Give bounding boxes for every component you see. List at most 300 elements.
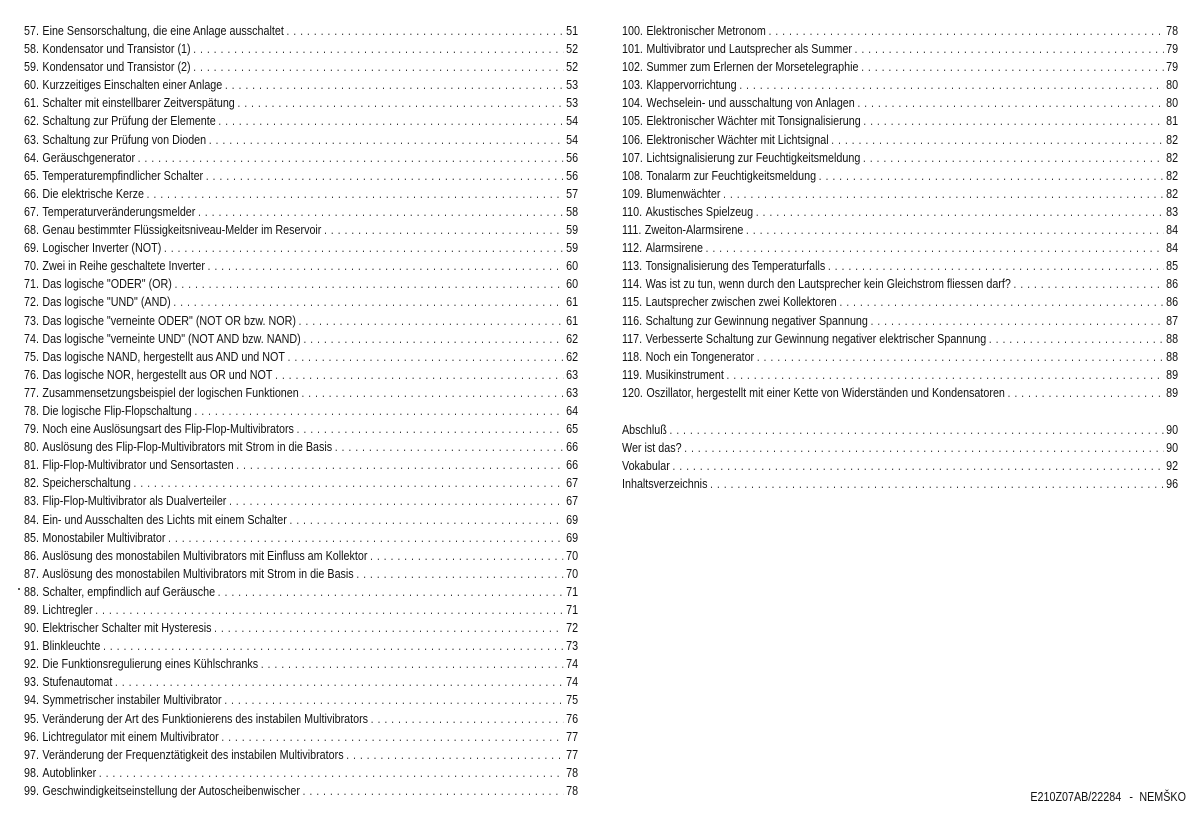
toc-entry [24,112,578,130]
toc-entry [622,421,1178,439]
dot-leader [854,40,1163,58]
dot-leader [828,257,1164,275]
toc-entry-title: Lautsprecher zwischen zwei Kollektoren [645,295,837,310]
toc-entry-number: 98. [24,765,39,780]
toc-entry-page: 51 [566,24,579,38]
footer-separator: - [1129,790,1133,804]
toc-entry-number: 105. [622,114,643,129]
toc-entry-title: Symmetrischer instabiler Multivibrator [42,693,222,708]
toc-entry [24,529,578,547]
toc-entry-title: Lichtregulator mit einem Multivibrator [42,729,219,744]
toc-entry-title: Ein- und Ausschalten des Lichts mit einem Schalter [42,512,287,527]
toc-entry-title: Speicherschaltung [42,476,131,491]
dot-leader [356,565,563,583]
dot-leader [303,782,564,800]
toc-entry-title: Inhaltsverzeichnis [622,477,708,492]
toc-entry-title: Wer ist das? [622,441,682,456]
dot-leader [229,492,563,510]
dot-leader [206,167,564,185]
toc-entry [622,330,1178,348]
toc-entry [24,511,578,529]
toc-entry [622,58,1178,76]
toc-entry-title: Klappervorrichtung [646,78,737,93]
dot-leader [225,76,564,94]
toc-entry-page: 69 [566,530,579,545]
toc-entry [24,583,578,601]
toc-entry-page: 80 [1166,96,1179,111]
toc-entry-title: Multivibrator und Lautsprecher als Summer [646,42,852,57]
toc-entry-page: 84 [1166,223,1179,238]
dot-leader [303,330,563,348]
toc-entry-number: 114. [622,277,643,292]
dot-leader [669,421,1163,439]
toc-entry-page: 54 [566,132,579,147]
toc-entry-title: Noch ein Tongenerator [645,349,755,364]
toc-entry [24,94,578,112]
document-footer [1030,790,1186,804]
dot-leader [710,475,1163,493]
toc-entry-title: Logischer Inverter (NOT) [42,241,162,256]
dot-leader [768,22,1163,40]
toc-entry-title: Elektronischer Metronom [646,24,766,38]
toc-entry-number: 90. [24,621,39,636]
toc-entry-number: 93. [24,675,39,690]
dot-leader [147,185,564,203]
toc-entry-title: Oszillator, hergestellt mit einer Kette von Widerständen und Kondensatoren [646,385,1005,400]
toc-entry-page: 70 [566,548,579,563]
toc-entry-number: 116. [622,313,643,328]
toc-entry [24,655,578,673]
toc-entry-title: Monostabiler Multivibrator [42,530,166,545]
dot-leader [173,293,563,311]
toc-entry [622,384,1178,402]
toc-entry-page: 66 [566,458,579,473]
toc-entry-title: Das logische NOR, hergestellt aus OR und NOT [42,367,273,382]
dot-leader [289,511,563,529]
toc-entry-number: 97. [24,747,39,762]
toc-entry-page: 61 [566,313,579,328]
toc-entry-number: 103. [622,78,643,93]
toc-entry-page: 63 [566,385,579,400]
toc-entry-number: 112. [622,241,643,256]
toc-entry [24,221,578,239]
dot-leader [746,221,1164,239]
toc-entry-page: 60 [566,259,579,274]
toc-entry-page: 64 [566,403,579,418]
toc-entry-number: 111. [622,223,642,238]
dot-leader [221,728,563,746]
toc-entry [24,330,578,348]
toc-entry [24,728,578,746]
toc-entry [24,746,578,764]
toc-entry [24,547,578,565]
toc-entry-page: 79 [1166,60,1179,75]
toc-entry-number: 106. [622,132,643,147]
toc-entry [622,312,1178,330]
toc-entry [622,348,1178,366]
toc-entry-title: Schaltung zur Prüfung von Dioden [42,132,207,147]
toc-entry-title: Flip-Flop-Multivibrator und Sensortasten [42,458,234,473]
dot-leader [870,312,1163,330]
toc-entry [622,257,1178,275]
toc-entry-page: 71 [566,603,579,617]
toc-entry [622,112,1178,130]
toc-entry-title: Auslösung des monostabilen Multivibrators mit Strom in die Basis [42,566,354,581]
toc-entry-page: 70 [566,566,579,581]
toc-entry-page: 74 [566,675,579,690]
toc-entry-number: 109. [622,186,643,201]
toc-entry-page: 56 [566,168,579,183]
dot-leader [371,710,564,728]
toc-entry [622,40,1178,58]
toc-entry-title: Schaltung zur Prüfung der Elemente [42,114,216,129]
toc-entry-title: Lichtregler [42,603,93,617]
toc-entry-title: Was ist zu tun, wenn durch den Lautsprecher kein Gleichstrom fliessen darf? [645,277,1011,292]
toc-entry-number: 117. [622,331,643,346]
dot-leader [819,167,1164,185]
dot-leader [138,149,564,167]
toc-entry-page: 66 [566,440,579,455]
toc-right-entries [622,22,1178,402]
toc-entry-page: 67 [566,476,579,491]
toc-entry-number: 74. [24,331,39,346]
toc-entry-title: Auslösung des monostabilen Multivibrators mit Einfluss am Kollektor [42,548,368,563]
toc-entry-title: Musikinstrument [645,367,724,382]
toc-entry [622,457,1178,475]
dot-leader [236,456,563,474]
toc-entry-page: 63 [566,367,579,382]
toc-entry-number: 118. [622,349,643,364]
toc-entry-title: Autoblinker [42,765,97,780]
footer-language: NEMŠKO [1139,790,1186,804]
toc-entry-number: 108. [622,168,643,183]
toc-entry-page: 62 [566,331,579,346]
toc-entry-number: 102. [622,60,643,75]
toc-entry-number: 84. [24,512,39,527]
toc-entry-title: Elektrischer Schalter mit Hysteresis [42,621,212,636]
dot-leader [286,22,563,40]
toc-entry [24,438,578,456]
dot-leader [194,402,563,420]
dot-leader [861,58,1163,76]
dot-leader [261,655,564,673]
toc-entry-number: 95. [24,711,39,726]
dot-leader [346,746,563,764]
toc-entry-title: Flip-Flop-Multivibrator als Dualverteiler [42,494,227,509]
toc-entry-page: 82 [1166,186,1179,201]
toc-entry-number: 100. [622,24,643,38]
toc-entry-title: Blumenwächter [646,186,721,201]
toc-entry [24,637,578,655]
toc-left-column [24,22,578,800]
toc-entry-title: Genau bestimmter Flüssigkeitsniveau-Melder im Reservoir [42,223,322,238]
toc-entry-title: Die elektrische Kerze [42,186,144,201]
toc-entry-number: 80. [24,440,39,455]
toc-entry-number: 101. [622,42,643,57]
toc-entry-number: 89. [24,603,39,617]
toc-entry-title: Wechselein- und ausschaltung von Anlagen [646,96,855,111]
toc-entry [622,275,1178,293]
toc-entry-page: 88 [1166,349,1179,364]
toc-entry-page: 71 [566,584,579,599]
toc-entry-number: 60. [24,78,39,93]
dot-leader [757,348,1164,366]
toc-entry-page: 85 [1166,259,1179,274]
toc-entry [622,366,1178,384]
toc-entry [622,131,1178,149]
toc-entry-page: 81 [1166,114,1179,129]
toc-entry-page: 67 [566,494,579,509]
toc-entry [622,239,1178,257]
toc-entry-page: 75 [566,693,579,708]
toc-entry [24,710,578,728]
toc-entry-number: 77. [24,385,39,400]
toc-entry [622,203,1178,221]
dot-leader [95,601,563,619]
toc-entry-title: Das logische NAND, hergestellt aus AND und NOT [42,349,285,364]
toc-entry-title: Stufenautomat [42,675,113,690]
toc-entry [622,94,1178,112]
dot-leader [168,529,563,547]
toc-entry [622,22,1178,40]
toc-entry [24,167,578,185]
toc-entry-number: 92. [24,657,39,672]
toc-entry-number: 113. [622,259,643,274]
toc-entry-number: 58. [24,42,39,57]
dot-leader [174,275,563,293]
dot-leader [706,239,1164,257]
toc-entry [622,439,1178,457]
toc-entry [622,221,1178,239]
toc-entry-number: 76. [24,367,39,382]
toc-entry-number: 79. [24,422,39,437]
dot-leader [324,221,563,239]
toc-entry-page: 53 [566,78,579,93]
dot-leader [297,420,564,438]
dot-leader [115,673,564,691]
toc-entry [24,348,578,366]
toc-entry-page: 52 [566,60,579,75]
toc-entry-number: 68. [24,223,39,238]
dot-leader [672,457,1163,475]
toc-entry-title: Schalter, empfindlich auf Geräusche [42,584,216,599]
dot-leader [756,203,1164,221]
section-gap [622,402,1178,421]
toc-entry-title: Akustisches Spielzeug [645,204,754,219]
dot-leader [863,112,1163,130]
toc-entry-number: 65. [24,168,39,183]
toc-entry-number: 67. [24,204,39,219]
toc-entry-page: 58 [566,204,579,219]
toc-entry-page: 86 [1166,277,1179,292]
toc-entry-title: Kondensator und Transistor (1) [42,42,191,57]
dot-leader [739,76,1163,94]
toc-entry [24,131,578,149]
toc-entry-number: 119. [622,367,643,382]
toc-entry-title: Die Funktionsregulierung eines Kühlschranks [42,657,259,672]
toc-entry-page: 88 [1166,331,1179,346]
toc-entry-page: 90 [1166,441,1179,456]
toc-entry [622,76,1178,94]
toc-entry [24,40,578,58]
dot-leader [301,384,563,402]
toc-entry [24,764,578,782]
toc-entry-number: 96. [24,729,39,744]
toc-entry [24,782,578,800]
toc-entry-page: 73 [566,639,579,654]
dot-leader [99,764,564,782]
toc-entry-title: Das logische "verneinte ODER" (NOT OR bzw. NOR) [42,313,296,328]
toc-entry-title: Veränderung der Art des Funktionierens des instabilen Multivibrators [42,711,369,726]
toc-entry-page: 92 [1166,459,1179,474]
toc-entry [24,474,578,492]
toc-entry-page: 52 [566,42,579,57]
dot-leader [275,366,563,384]
toc-entry [24,691,578,709]
dot-leader [370,547,563,565]
toc-entry-number: 82. [24,476,39,491]
dot-leader [193,58,563,76]
toc-entry [24,22,578,40]
toc-entry-number: 107. [622,150,643,165]
toc-entry-title: Das logische "UND" (AND) [42,295,171,310]
dot-leader [288,348,564,366]
dot-leader [133,474,563,492]
toc-entry-page: 82 [1166,132,1179,147]
toc-entry-number: 87. [24,566,39,581]
toc-entry-page: 65 [566,422,579,437]
toc-entry-title: Summer zum Erlernen der Morsetelegraphie [646,60,859,75]
toc-entry-title: Zweiton-Alarmsirene [644,223,744,238]
toc-entry-title: Lichtsignalisierung zur Feuchtigkeitsmeldung [646,150,861,165]
toc-entry-page: 59 [566,223,579,238]
toc-entry [24,420,578,438]
toc-entry-page: 79 [1166,42,1179,57]
toc-entry [24,384,578,402]
toc-entry-title: Temperaturempfindlicher Schalter [42,168,204,183]
toc-entry-page: 59 [566,241,579,256]
toc-entry-title: Kurzzeitiges Einschalten einer Anlage [42,78,223,93]
toc-entry-title: Die logische Flip-Flopschaltung [42,403,192,418]
toc-entry-page: 89 [1166,385,1179,400]
toc-entry-page: 80 [1166,78,1179,93]
toc-entry-title: Alarmsirene [645,241,703,256]
toc-entry-title: Zusammensetzungsbeispiel der logischen Funktionen [42,385,299,400]
toc-entry-page: 76 [566,711,579,726]
toc-entry-number: 120. [622,385,643,400]
toc-entry [622,185,1178,203]
toc-entry [24,673,578,691]
toc-entry-page: 82 [1166,150,1179,165]
toc-entry-title: Abschluß [622,422,667,437]
toc-entry-page: 87 [1166,313,1179,328]
dot-leader [863,149,1164,167]
toc-entry-title: Noch eine Auslösungsart des Flip-Flop-Multivibrators [42,422,294,437]
dot-leader [164,239,564,257]
toc-entry-page: 74 [566,657,579,672]
toc-entry-title: Geräuschgenerator [42,150,136,165]
toc-entry-number: 78. [24,403,39,418]
toc-entry-title: Vokabular [622,459,670,474]
dot-leader [198,203,564,221]
toc-entry-title: Das logische "verneinte UND" (NOT AND bzw. NAND) [42,331,301,346]
toc-entry-number: 59. [24,60,39,75]
dot-leader [335,438,564,456]
toc-entry-title: Geschwindigkeitseinstellung der Autoscheibenwischer [42,783,300,798]
dot-leader [224,691,563,709]
toc-entry [24,366,578,384]
toc-entry-number: 70. [24,259,39,274]
toc-entry-number: 57. [24,24,39,38]
toc-entry-number: 91. [24,639,39,654]
toc-entry [24,619,578,637]
toc-entry-page: 84 [1166,241,1179,256]
scan-speck [18,588,20,590]
toc-entry-page: 56 [566,150,579,165]
dot-leader [1013,275,1163,293]
toc-entry-page: 78 [566,765,579,780]
toc-entry-number: 72. [24,295,39,310]
toc-entry-page: 62 [566,349,579,364]
toc-entry [622,293,1178,311]
toc-entry-page: 96 [1166,477,1179,492]
toc-entry-page: 60 [566,277,579,292]
toc-entry-number: 64. [24,150,39,165]
toc-entry-number: 73. [24,313,39,328]
toc-entry-title: Das logische "ODER" (OR) [42,277,172,292]
dot-leader [723,185,1163,203]
toc-entry-number: 88. [24,584,39,599]
toc-entry-page: 78 [566,783,579,798]
toc-entry [24,565,578,583]
toc-entry-number: 85. [24,530,39,545]
toc-entry-page: 82 [1166,168,1179,183]
toc-entry-title: Verbesserte Schaltung zur Gewinnung negativer elektrischer Spannung [645,331,987,346]
toc-entry-title: Blinkleuchte [42,639,101,654]
dot-leader [214,619,563,637]
toc-entry-number: 104. [622,96,643,111]
toc-entry [622,149,1178,167]
toc-entry-number: 66. [24,186,39,201]
toc-entry-number: 69. [24,241,39,256]
toc-entry-number: 94. [24,693,39,708]
toc-entry-page: 69 [566,512,579,527]
dot-leader [989,330,1164,348]
toc-entry [24,257,578,275]
toc-entry-title: Tonalarm zur Feuchtigkeitsmeldung [646,168,817,183]
toc-entry-number: 110. [622,204,643,219]
toc-entry-page: 72 [566,621,579,636]
toc-entry-title: Schaltung zur Gewinnung negativer Spannung [645,313,868,328]
toc-entry-number: 81. [24,458,39,473]
toc-entry-page: 53 [566,96,579,111]
toc-entry [24,312,578,330]
dot-leader [839,293,1163,311]
toc-entry [24,601,578,619]
toc-entry [622,475,1178,493]
toc-entry [24,203,578,221]
dot-leader [726,366,1163,384]
toc-entry [24,149,578,167]
toc-entry-page: 77 [566,729,579,744]
toc-entry-title: Zwei in Reihe geschaltete Inverter [42,259,205,274]
toc-entry [24,58,578,76]
dot-leader [218,112,563,130]
toc-entry-page: 54 [566,114,579,129]
toc-entry-title: Temperaturveränderungsmelder [42,204,196,219]
toc-entry-number: 71. [24,277,39,292]
toc-entry [24,185,578,203]
